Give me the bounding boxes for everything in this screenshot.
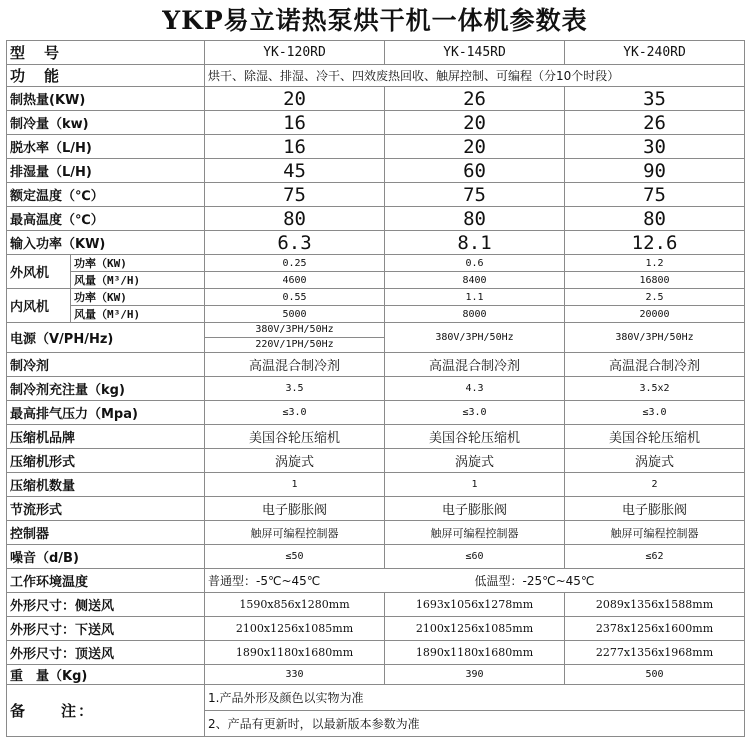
row-label: 压缩机形式	[7, 449, 205, 473]
row-label: 压缩机数量	[7, 473, 205, 497]
cell-value: 16	[205, 135, 385, 159]
env-label: 工作环境温度	[7, 569, 205, 593]
model-label: 型 号	[7, 41, 205, 65]
cell-value: 涡旋式	[565, 449, 745, 473]
row-label: 制冷剂充注量（kg)	[7, 377, 205, 401]
cell-value: 75	[205, 183, 385, 207]
outer-fan-air-label: 风量（M³/H)	[71, 272, 205, 289]
cell-value: 1.1	[385, 289, 565, 306]
table-row	[7, 231, 745, 255]
table-row	[7, 545, 745, 569]
row-label: 额定温度（℃）	[7, 183, 205, 207]
cell-value: 1890x1180x1680mm	[385, 641, 565, 665]
cell-value: 触屏可编程控制器	[565, 521, 745, 545]
function-label: 功 能	[7, 65, 205, 87]
cell-value: 1	[205, 473, 385, 497]
power-supply-option-a: 380V/3PH/50Hz	[255, 324, 334, 335]
inner-fan-air-label: 风量（M³/H)	[71, 306, 205, 323]
cell-value: 2277x1356x1968mm	[565, 641, 745, 665]
cell-value: 26	[565, 111, 745, 135]
cell-value: 12.6	[565, 231, 745, 255]
cell-value: 2.5	[565, 289, 745, 306]
table-row	[7, 617, 745, 641]
cell-value: 30	[565, 135, 745, 159]
row-label: 最高温度（℃）	[7, 207, 205, 231]
cell-value: 电子膨胀阀	[565, 497, 745, 521]
cell-value: 3.5	[205, 377, 385, 401]
cell-value: 16	[205, 111, 385, 135]
cell-value: ≤62	[565, 545, 745, 569]
cell-value: 5000	[205, 306, 385, 323]
cell-value: 80	[205, 207, 385, 231]
table-row	[7, 207, 745, 231]
inner-fan-power-row	[7, 289, 745, 306]
cell-value: 触屏可编程控制器	[205, 521, 385, 545]
cell-value: 高温混合制冷剂	[565, 353, 745, 377]
spec-table	[6, 40, 745, 737]
row-label: 制冷剂	[7, 353, 205, 377]
inner-fan-power-label: 功率（KW)	[71, 289, 205, 306]
cell-value: 美国谷轮压缩机	[385, 425, 565, 449]
cell-value: 20	[385, 135, 565, 159]
row-label: 控制器	[7, 521, 205, 545]
cell-value: 26	[385, 87, 565, 111]
table-row	[7, 159, 745, 183]
cell-value: ≤60	[385, 545, 565, 569]
cell-value: 8400	[385, 272, 565, 289]
cell-value: ≤3.0	[565, 401, 745, 425]
row-label: 噪音（d/B)	[7, 545, 205, 569]
row-label: 压缩机品牌	[7, 425, 205, 449]
row-label: 外形尺寸：顶送风	[7, 641, 205, 665]
table-row	[7, 135, 745, 159]
cell-value: 60	[385, 159, 565, 183]
cell-value: 4.3	[385, 377, 565, 401]
cell-value: 2089x1356x1588mm	[565, 593, 745, 617]
cell-value: 1890x1180x1680mm	[205, 641, 385, 665]
cell-value: ≤3.0	[205, 401, 385, 425]
outer-fan-power-label: 功率（KW)	[71, 255, 205, 272]
table-row	[7, 377, 745, 401]
cell-value: 380V/3PH/50Hz	[385, 323, 565, 353]
model-row	[7, 41, 745, 65]
row-label: 脱水率（L/H)	[7, 135, 205, 159]
row-label: 外形尺寸：下送风	[7, 617, 205, 641]
table-row	[7, 641, 745, 665]
env-row	[7, 569, 745, 593]
env-normal: 普通型：-5℃~45℃	[208, 574, 321, 588]
env-low: 低温型：-25℃~45℃	[474, 574, 595, 588]
row-label: 制热量(KW)	[7, 87, 205, 111]
cell-value: 电子膨胀阀	[205, 497, 385, 521]
cell-value: 8000	[385, 306, 565, 323]
cell-value: 20000	[565, 306, 745, 323]
notes-line-2: 2、产品有更新时，以最新版本参数为准	[205, 711, 745, 737]
table-row	[7, 401, 745, 425]
cell-value: ≤50	[205, 545, 385, 569]
table-row	[7, 111, 745, 135]
cell-value: 390	[385, 665, 565, 685]
cell-value: 8.1	[385, 231, 565, 255]
power-supply-option-b: 220V/1PH/50Hz	[205, 337, 384, 352]
row-label: 排湿量（L/H)	[7, 159, 205, 183]
outer-fan-air-row	[7, 272, 745, 289]
outer-fan-label: 外风机	[7, 255, 71, 289]
cell-value: 0.25	[205, 255, 385, 272]
cell-value: 20	[385, 111, 565, 135]
cell-value: 1693x1056x1278mm	[385, 593, 565, 617]
cell-value: 80	[385, 207, 565, 231]
inner-fan-label: 内风机	[7, 289, 71, 323]
cell-value: 2100x1256x1085mm	[205, 617, 385, 641]
cell-value: 2378x1256x1600mm	[565, 617, 745, 641]
cell-value: 1590x856x1280mm	[205, 593, 385, 617]
cell-value: 380V/3PH/50Hz	[565, 323, 745, 353]
notes-row-1	[7, 685, 745, 711]
cell-value: 500	[565, 665, 745, 685]
cell-value: 20	[205, 87, 385, 111]
row-label: 节流形式	[7, 497, 205, 521]
cell-value: 美国谷轮压缩机	[565, 425, 745, 449]
row-label: 最高排气压力（Mpa)	[7, 401, 205, 425]
table-row	[7, 521, 745, 545]
cell-value: 16800	[565, 272, 745, 289]
outer-fan-power-row	[7, 255, 745, 272]
cell-value: 电子膨胀阀	[385, 497, 565, 521]
table-row	[7, 87, 745, 111]
weight-row	[7, 665, 745, 685]
cell-value: 6.3	[205, 231, 385, 255]
env-values	[205, 569, 745, 593]
cell-value: 涡旋式	[205, 449, 385, 473]
table-row	[7, 497, 745, 521]
cell-value: 4600	[205, 272, 385, 289]
notes-label: 备 注：	[7, 685, 205, 737]
cell-value: 0.6	[385, 255, 565, 272]
power-supply-cell-1	[205, 323, 385, 353]
cell-value: 80	[565, 207, 745, 231]
cell-value: 3.5x2	[565, 377, 745, 401]
function-text: 烘干、除湿、排湿、冷干、四效废热回收、触屏控制、可编程（分10个时段）	[205, 65, 745, 87]
cell-value: 0.55	[205, 289, 385, 306]
cell-value: 75	[385, 183, 565, 207]
cell-value: 2100x1256x1085mm	[385, 617, 565, 641]
table-row	[7, 449, 745, 473]
cell-value: 35	[565, 87, 745, 111]
row-label: 输入功率（KW)	[7, 231, 205, 255]
cell-value: 高温混合制冷剂	[385, 353, 565, 377]
cell-value: 45	[205, 159, 385, 183]
weight-label: 重 量（Kg)	[7, 665, 205, 685]
cell-value: 高温混合制冷剂	[205, 353, 385, 377]
table-row	[7, 353, 745, 377]
model-1: YK-120RD	[205, 41, 385, 65]
cell-value: 美国谷轮压缩机	[205, 425, 385, 449]
model-2: YK-145RD	[385, 41, 565, 65]
cell-value: 75	[565, 183, 745, 207]
function-row	[7, 65, 745, 87]
cell-value: 2	[565, 473, 745, 497]
page-title: YKP易立诺热泵烘干机一体机参数表	[162, 6, 588, 35]
table-row	[7, 593, 745, 617]
cell-value: 涡旋式	[385, 449, 565, 473]
notes-line-1: 1.产品外形及颜色以实物为准	[205, 685, 745, 711]
cell-value: ≤3.0	[385, 401, 565, 425]
cell-value: 触屏可编程控制器	[385, 521, 565, 545]
table-row	[7, 425, 745, 449]
cell-value: 1.2	[565, 255, 745, 272]
cell-value: 90	[565, 159, 745, 183]
power-supply-label: 电源（V/PH/Hz)	[7, 323, 205, 353]
cell-value: 330	[205, 665, 385, 685]
table-row	[7, 183, 745, 207]
model-3: YK-240RD	[565, 41, 745, 65]
row-label: 外形尺寸：侧送风	[7, 593, 205, 617]
power-supply-row	[7, 323, 745, 353]
table-row	[7, 473, 745, 497]
row-label: 制冷量（kw)	[7, 111, 205, 135]
inner-fan-air-row	[7, 306, 745, 323]
cell-value: 1	[385, 473, 565, 497]
